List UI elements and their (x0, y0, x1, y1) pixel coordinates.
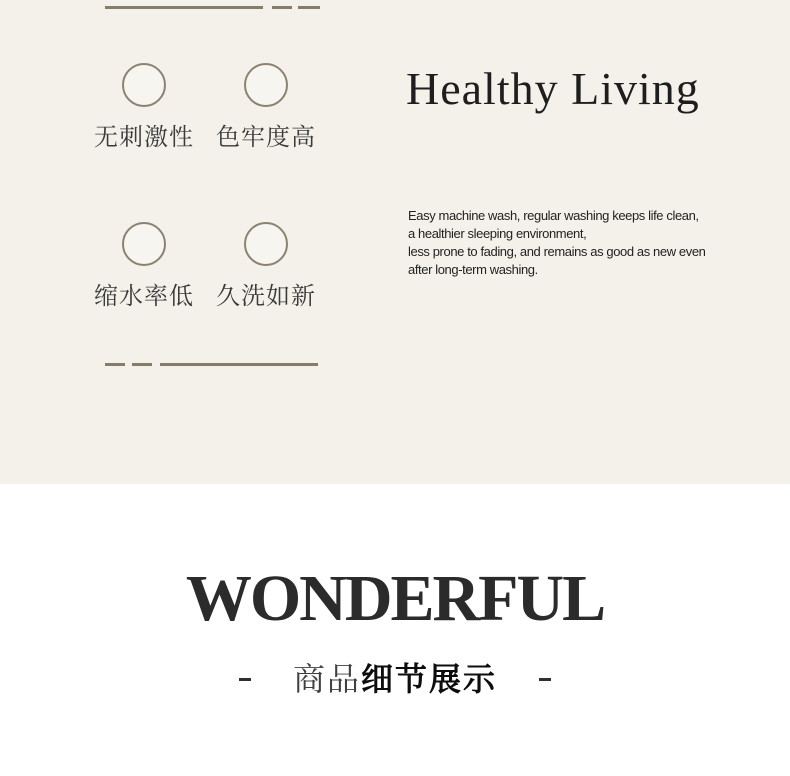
divider-dash (132, 363, 152, 366)
feature-label: 无刺激性 (94, 124, 194, 151)
detail-title-en: WONDERFUL (185, 562, 605, 635)
feature-label: 久洗如新 (216, 283, 316, 310)
decorative-divider-bottom (105, 363, 318, 366)
detail-subtitle-row (0, 661, 790, 697)
right-dash-icon (539, 678, 551, 681)
feature-label: 色牢度高 (216, 124, 316, 151)
feature-like-new-after-wash (204, 222, 328, 310)
feature-color-fastness (204, 63, 328, 151)
divider-line (105, 6, 263, 9)
description-line: less prone to fading, and remains as good as new even (408, 244, 706, 259)
description-line: after long-term washing. (408, 262, 538, 277)
description-line: a healthier sleeping environment, (408, 226, 587, 241)
decorative-divider-top (105, 6, 320, 9)
feature-low-shrinkage (82, 222, 206, 310)
feature-non-irritating (82, 63, 206, 151)
divider-line (160, 363, 318, 366)
divider-dash (272, 6, 292, 9)
feature-label: 缩水率低 (94, 283, 194, 310)
circle-outline-icon (244, 222, 288, 266)
subtitle-regular-text: 商品 (292, 661, 361, 697)
hero-description (408, 207, 706, 279)
product-detail-header-section (0, 484, 790, 776)
subtitle-bold-text: 细节展示 (361, 661, 498, 697)
left-dash-icon (239, 678, 251, 681)
hero-title: Healthy Living (406, 63, 700, 114)
divider-dash (298, 6, 320, 9)
divider-dash (105, 363, 125, 366)
circle-outline-icon (122, 222, 166, 266)
circle-outline-icon (122, 63, 166, 107)
circle-outline-icon (244, 63, 288, 107)
detail-subtitle (293, 661, 497, 697)
description-line: Easy machine wash, regular washing keeps life clean, (408, 208, 699, 223)
